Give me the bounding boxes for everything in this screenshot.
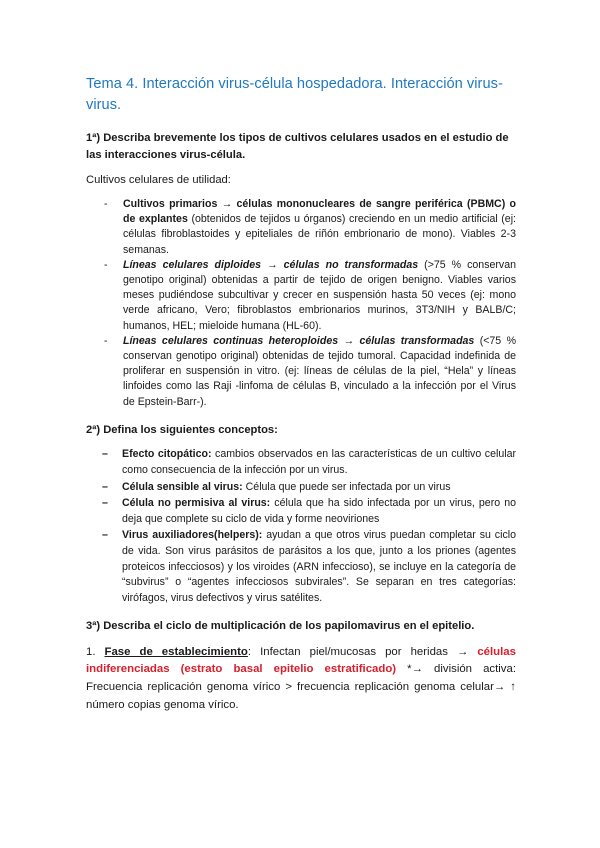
list-item (86, 528, 516, 606)
question-3-heading: 3ª) Describa el ciclo de multiplicación de los papilomavirus en el epitelio. (86, 620, 475, 633)
list-bullet: - (104, 258, 108, 271)
definition-text: ayudan a que otros virus puedan completar su ciclo de vida. Son virus parásitos de parásitos a los que, junto a los priones (agentes proteicos infecciosos) y los viroides (ARN infeccioso), se incluye en la categoría de “subvirus” o “agentes infecciosos subvirales”. Se separan en tres categorías: virófagos, virus defectivos y virus satélites. (122, 529, 516, 604)
definition-term: Virus auxiliadores(helpers): (122, 529, 263, 542)
list-bullet: - (104, 198, 108, 210)
item-text: (>75 % conservan genotipo original) obtenidas a partir de tejido de origen benigno. Viables varios meses pudiéndose subcultivar y crecer en suspensión hasta 50 veces (ej: mono verde africano, Vero; fibroblastos embrionarios murinos, 3T3/NIH y BALB/C; humanos, HEL; mieloide humana (HL-60). (123, 258, 516, 332)
list-item (86, 480, 516, 496)
list-item (86, 334, 516, 410)
list-bullet: – (102, 497, 108, 510)
definition-text: célula que ha sido infectada por un virus, pero no deja que complete su ciclo de vida y forme neoviriones (122, 497, 516, 525)
definition-term: Efecto citopático: (122, 448, 212, 461)
phase-text: *→ división activa: Frecuencia replicación genoma vírico > frecuencia replicación genoma celular→ ↑ número copias genoma vírico. (86, 663, 516, 711)
item-text: (obtenidos de tejidos u órganos) creciendo en un medio artificial (ej: células fibroblastoides y epiteliales de riñón embrionario de mono). Viables 2-3 semanas. (123, 213, 516, 256)
question-1-heading: 1ª) Describa brevemente los tipos de cultivos celulares usados en el estudio de las interacciones virus-célula. (86, 132, 509, 161)
list-item (86, 496, 516, 527)
definition-term: Célula sensible al virus: (122, 480, 243, 493)
question-1-intro: Cultivos celulares de utilidad: (86, 174, 231, 186)
item-text: (<75 % conservan genotipo original) obtenidas de tejido tumoral. Capacidad indefinida de proliferar en suspensión in vitro. (ej: líneas de células de la piel, “Hela” y líneas linfoides como las Raji -linfoma de células B, vinculado a la infección por el Virus de Epstein-Barr-). (123, 334, 516, 408)
definition-text: Célula que puede ser infectada por un virus (242, 480, 451, 493)
list-item (86, 258, 516, 334)
list-bullet: – (102, 448, 108, 461)
item-term: Líneas celulares continuas heteroploides → células transformadas (123, 334, 475, 347)
list-item (86, 447, 516, 478)
definition-term: Célula no permisiva al virus: (122, 497, 271, 510)
phase-text: : Infectan piel/mucosas por heridas → (247, 645, 478, 658)
establishment-phase-paragraph (86, 644, 516, 714)
highlight-text: células indiferenciadas (estrato basal epitelio estratificado) (86, 645, 516, 676)
definitions-list (86, 447, 516, 606)
list-bullet: – (102, 480, 108, 493)
culture-types-list (86, 197, 516, 410)
document-body (86, 74, 516, 714)
list-bullet: – (102, 529, 108, 542)
question-2-heading: 2ª) Defina los siguientes conceptos: (86, 423, 278, 436)
phase-title: Fase de establecimiento (104, 645, 248, 658)
page-title: Tema 4. Interacción virus-célula hospedadora. Interacción virus-virus. (86, 76, 503, 113)
definition-text: cambios observados en las características de un cultivo celular como consecuencia de la infección por un virus. (122, 448, 516, 476)
step-number: 1. (86, 645, 105, 658)
list-item (86, 197, 516, 258)
item-term: Cultivos primarios → células mononucleares de sangre periférica (PBMC) o de explantes (123, 198, 516, 226)
list-bullet: - (104, 334, 108, 347)
item-term: Líneas celulares diploides → células no transformadas (123, 258, 419, 271)
